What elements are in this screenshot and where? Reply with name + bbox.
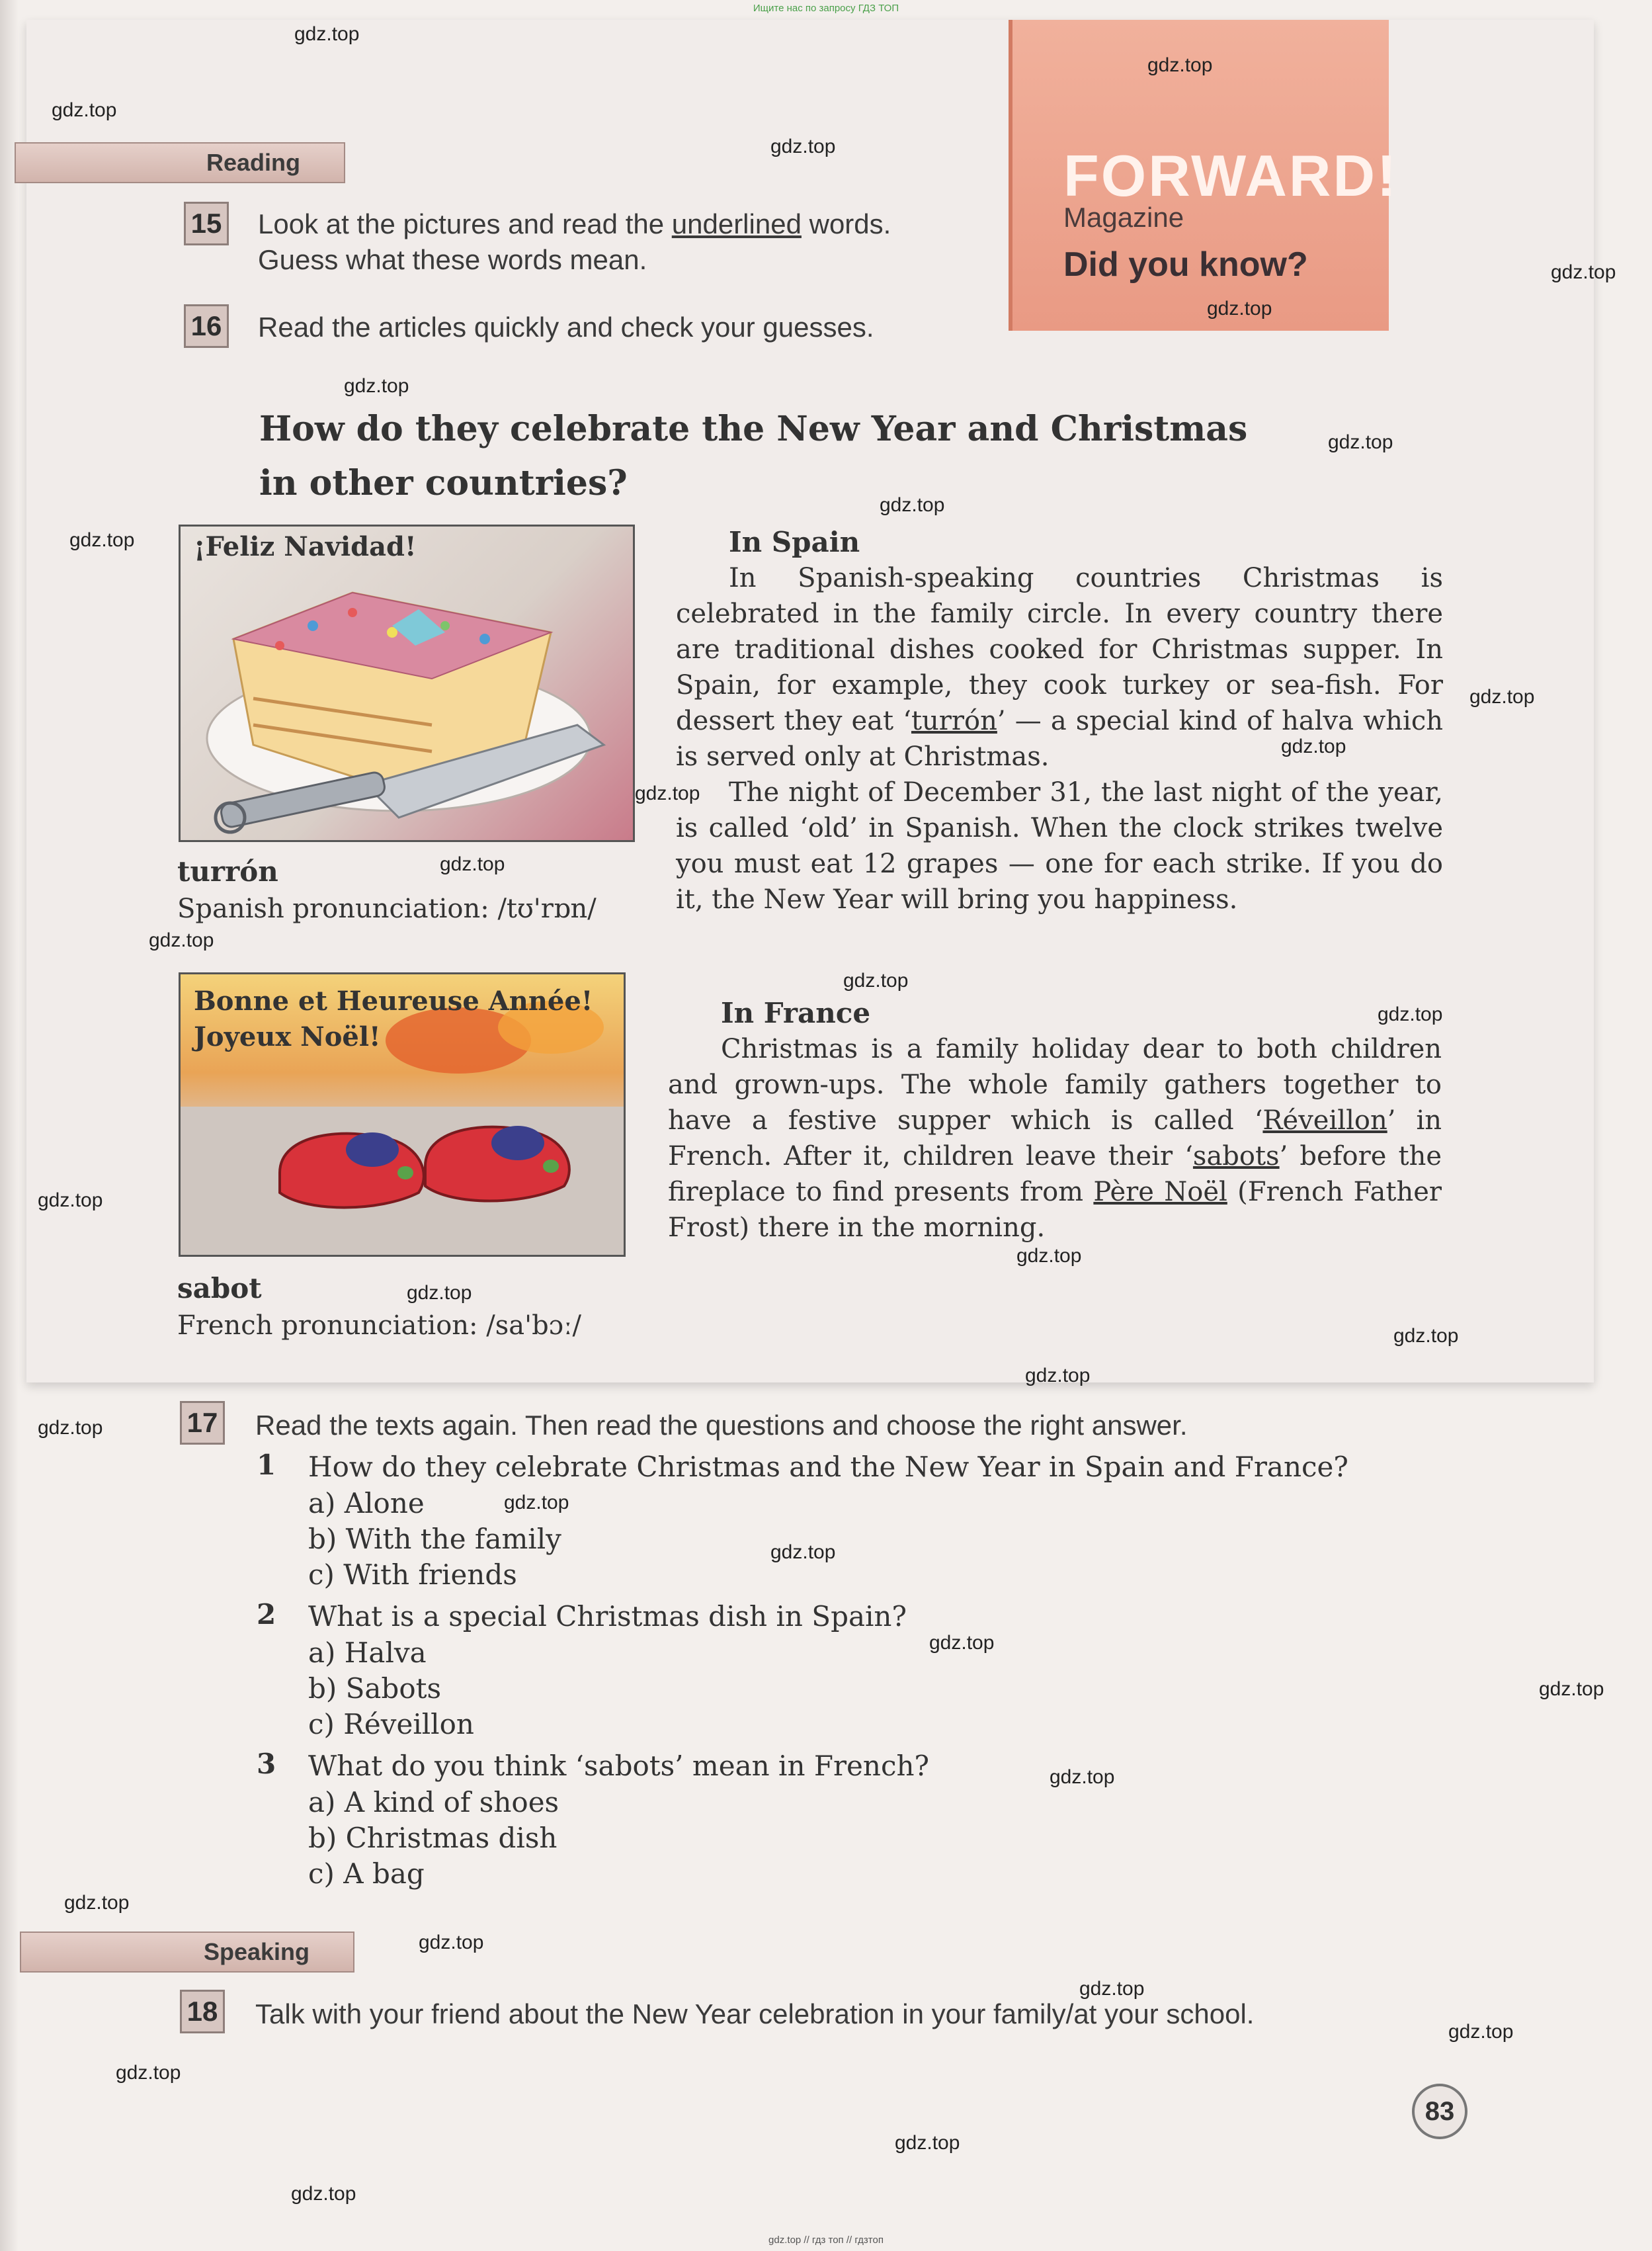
watermark: gdz.top <box>419 1932 484 1953</box>
task-15-instruction <box>258 206 891 278</box>
bottom-credit: gdz.top // гдз топ // гдзтоп <box>768 2234 884 2246</box>
france-heading: In France <box>721 997 871 1029</box>
watermark: gdz.top <box>149 929 214 951</box>
watermark: gdz.top <box>1050 1766 1115 1788</box>
france-paragraph: Christmas is a family holiday dear to both children and grown-ups. The whole family gathers together to have a festive supper which is called ‘Réveillon’ in French. After it, children leave their ‘sabots’ before the fireplace to find presents from Père Noël (French Father Frost) there in the morning. <box>668 1034 1442 1243</box>
watermark: gdz.top <box>1079 1978 1145 2000</box>
watermark: gdz.top <box>1147 54 1213 76</box>
underlined-word: underlined <box>671 208 802 239</box>
watermark: gdz.top <box>407 1282 472 1304</box>
reading-section-label: Reading <box>206 149 300 176</box>
task-16-number <box>184 304 229 348</box>
task-18-instruction: Talk with your friend about the New Year celebration in your family/at your school. <box>255 1998 1255 2029</box>
watermark: gdz.top <box>635 783 700 804</box>
sabot-word: sabot <box>177 1272 262 1304</box>
watermark: gdz.top <box>770 136 836 157</box>
question-3-option-b: b) Christmas dish <box>308 1822 558 1854</box>
task-17-number <box>180 1401 225 1445</box>
underlined-word: Père Noël <box>1093 1177 1227 1207</box>
task-16-number-text: 16 <box>190 310 222 341</box>
underlined-word: sabots <box>1192 1141 1280 1171</box>
question-1-option-a: a) Alone <box>308 1487 425 1519</box>
turron-cake-illustration <box>181 527 635 842</box>
page-binding-edge <box>0 0 19 2251</box>
watermark: gdz.top <box>38 1189 103 1211</box>
page-number-text: 83 <box>1425 2096 1455 2126</box>
question-3 <box>257 1748 1348 1892</box>
task-17-instruction: Read the texts again. Then read the questions and choose the right answer. <box>255 1410 1188 1441</box>
watermark: gdz.top <box>1539 1678 1604 1700</box>
task-18-number-text: 18 <box>186 1996 218 2027</box>
task-17-number-text: 17 <box>186 1407 218 1438</box>
watermark: gdz.top <box>294 23 360 45</box>
question-2 <box>257 1598 1348 1742</box>
turron-pronunciation: Spanish pronunciation: /tʊ'rɒn/ <box>177 894 597 924</box>
watermark: gdz.top <box>770 1541 836 1563</box>
france-picture-caption <box>194 984 593 1055</box>
article-headline <box>259 402 1251 511</box>
watermark: gdz.top <box>116 2062 181 2084</box>
task-15-line2: Guess what these words mean. <box>258 244 647 275</box>
underlined-word: turrón <box>911 706 997 736</box>
task-17-questions <box>257 1449 1348 1897</box>
watermark: gdz.top <box>1469 686 1535 708</box>
watermark: gdz.top <box>929 1632 995 1654</box>
watermark: gdz.top <box>64 1892 130 1914</box>
spain-paragraph-2: The night of December 31, the last night of the year, is called ‘old’ in Spanish. When the clock strikes twelve you must eat 12 grapes — one for each strike. If you do it, the New Year will bring you happiness. <box>676 777 1443 915</box>
question-1-number: 1 <box>257 1449 276 1481</box>
question-3-text: What do you think ‘sabots’ mean in French? <box>308 1750 930 1782</box>
france-article <box>668 996 1442 1246</box>
turron-picture <box>179 525 635 842</box>
watermark: gdz.top <box>1281 736 1346 757</box>
question-3-option-a: a) A kind of shoes <box>308 1786 559 1818</box>
watermark: gdz.top <box>1378 1003 1443 1025</box>
france-caption-line1: Bonne et Heureuse Année! <box>194 986 593 1017</box>
question-1-option-c: c) With friends <box>308 1558 517 1591</box>
watermark: gdz.top <box>880 494 945 516</box>
magazine-subtitle: Magazine <box>1063 202 1184 233</box>
speaking-section-tab <box>20 1932 354 1973</box>
question-1 <box>257 1449 1348 1593</box>
watermark: gdz.top <box>344 375 409 397</box>
watermark: gdz.top <box>1207 298 1272 319</box>
turron-caption <box>177 853 597 927</box>
question-1-text: How do they celebrate Christmas and the New Year in Spain and France? <box>308 1451 1348 1483</box>
question-2-text: What is a special Christmas dish in Spain? <box>308 1600 907 1633</box>
watermark: gdz.top <box>52 99 117 121</box>
sabots-picture <box>179 972 626 1257</box>
watermark: gdz.top <box>1393 1325 1459 1347</box>
reading-section-tab <box>15 142 345 183</box>
watermark: gdz.top <box>440 853 505 875</box>
question-2-option-c: c) Réveillon <box>308 1708 474 1740</box>
headline-line1: How do they celebrate the New Year and Christmas <box>259 409 1248 449</box>
magazine-title: FORWARD! <box>1063 143 1399 208</box>
magazine-tagline: Did you know? <box>1063 245 1308 284</box>
spain-heading: In Spain <box>729 526 860 558</box>
task-15-number-text: 15 <box>190 208 222 239</box>
watermark: gdz.top <box>69 529 135 551</box>
headline-line2: in other countries? <box>259 463 628 503</box>
task-15-number <box>184 202 229 245</box>
turron-word: turrón <box>177 855 278 888</box>
task-15-line1: Look at the pictures and read the underlined words. <box>258 208 891 239</box>
watermark: gdz.top <box>895 2132 960 2154</box>
watermark: gdz.top <box>1016 1245 1082 1267</box>
question-3-option-c: c) A bag <box>308 1857 425 1890</box>
watermark: gdz.top <box>291 2183 356 2205</box>
sabot-caption <box>177 1270 581 1344</box>
question-2-option-a: a) Halva <box>308 1636 427 1669</box>
watermark: gdz.top <box>843 970 909 992</box>
question-2-option-b: b) Sabots <box>308 1672 442 1705</box>
speaking-section-label: Speaking <box>203 1938 310 1965</box>
sabot-pronunciation: French pronunciation: /sa'bɔː/ <box>177 1310 582 1341</box>
top-credit: Ищите нас по запросу ГДЗ ТОП <box>753 3 899 14</box>
question-2-number: 2 <box>257 1598 276 1631</box>
watermark: gdz.top <box>1025 1365 1091 1386</box>
underlined-word: Réveillon <box>1262 1105 1387 1136</box>
watermark: gdz.top <box>1328 431 1393 453</box>
watermark: gdz.top <box>504 1492 569 1513</box>
task-18-number <box>180 1990 225 2033</box>
spain-picture-caption: ¡Feliz Navidad! <box>194 531 417 562</box>
watermark: gdz.top <box>1448 2021 1514 2043</box>
watermark: gdz.top <box>38 1417 103 1439</box>
watermark: gdz.top <box>1551 261 1616 283</box>
spain-article <box>676 525 1443 917</box>
page-number <box>1412 2084 1467 2139</box>
question-3-number: 3 <box>257 1748 276 1780</box>
task-16-instruction: Read the articles quickly and check your guesses. <box>258 312 874 343</box>
spain-paragraph-1: In Spanish-speaking countries Christmas is celebrated in the family circle. In every country there are traditional dishes cooked for Christmas supper. In Spain, for example, they cook turkey or sea-fish. For dessert they eat ‘turrón’ — a special kind of halva which is served only at Christmas. <box>676 563 1443 772</box>
question-1-option-b: b) With the family <box>308 1523 561 1555</box>
france-caption-line2: Joyeux Noël! <box>194 1021 381 1052</box>
